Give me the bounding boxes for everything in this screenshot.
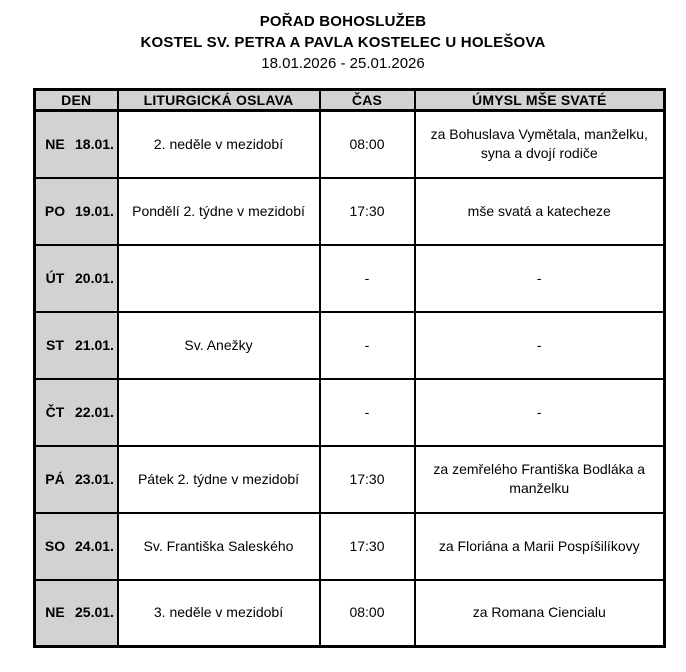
column-header-cas: ČAS [320,90,415,111]
celebration-cell: Pátek 2. týdne v mezidobí [118,446,320,513]
day-date: 22.01. [75,403,114,420]
day-cell [35,245,118,312]
day-date: 18.01. [75,135,114,152]
schedule-table [33,88,666,648]
day-cell [35,513,118,580]
table-row [35,245,665,312]
day-cell [35,178,118,245]
table-row [35,513,665,580]
document-header [0,11,686,74]
intention-cell: - [415,379,665,446]
celebration-cell: Sv. Františka Saleského [118,513,320,580]
day-cell [35,111,118,178]
day-abbreviation: NE [45,135,65,152]
celebration-cell [118,245,320,312]
day-date: 24.01. [75,537,114,554]
day-abbreviation: NE [45,604,65,621]
celebration-cell: Sv. Anežky [118,312,320,379]
table-row [35,111,665,178]
time-cell: 17:30 [320,446,415,513]
table-row [35,312,665,379]
time-cell: - [320,379,415,446]
day-abbreviation: PÁ [45,470,65,487]
day-date: 21.01. [75,336,114,353]
intention-cell: za Romana Ciencialu [415,580,665,647]
day-date: 20.01. [75,269,114,286]
celebration-cell: 2. neděle v mezidobí [118,111,320,178]
intention-cell: mše svatá a katecheze [415,178,665,245]
time-cell: 17:30 [320,178,415,245]
day-date: 19.01. [75,202,114,219]
header-row [35,90,665,111]
celebration-cell: Pondělí 2. týdne v mezidobí [118,178,320,245]
day-cell [35,580,118,647]
day-abbreviation: ČT [45,403,65,420]
day-date: 25.01. [75,604,114,621]
intention-cell: za Bohuslava Vymětala, manželku, syna a dvojí rodiče [415,111,665,178]
day-abbreviation: ÚT [45,269,65,286]
day-abbreviation: PO [44,202,66,219]
day-cell [35,312,118,379]
table-body [35,111,665,647]
day-abbreviation: SO [44,537,66,554]
time-cell: 08:00 [320,580,415,647]
time-cell: - [320,245,415,312]
intention-cell: za zemřelého Františka Bodláka a manželku [415,446,665,513]
day-abbreviation: ST [46,336,64,353]
day-date: 23.01. [75,470,114,487]
day-cell [35,379,118,446]
celebration-cell [118,379,320,446]
page-subtitle: KOSTEL SV. PETRA A PAVLA KOSTELEC U HOLEŠOVA [140,34,546,51]
table-row [35,178,665,245]
table-row [35,580,665,647]
page-title: POŘAD BOHOSLUŽEB [259,13,427,30]
table-row [35,446,665,513]
celebration-cell: 3. neděle v mezidobí [118,580,320,647]
table-header [35,90,665,111]
intention-cell: - [415,312,665,379]
time-cell: 08:00 [320,111,415,178]
time-cell: 17:30 [320,513,415,580]
intention-cell: za Floriána a Marii Pospíšilíkovy [415,513,665,580]
day-cell [35,446,118,513]
column-header-liturgicka-oslava: LITURGICKÁ OSLAVA [118,90,320,111]
column-header-umysl-mse-svate: ÚMYSL MŠE SVATÉ [415,90,665,111]
table-row [35,379,665,446]
time-cell: - [320,312,415,379]
intention-cell: - [415,245,665,312]
date-range: 18.01.2026 - 25.01.2026 [261,55,425,72]
column-header-den: DEN [35,90,118,111]
